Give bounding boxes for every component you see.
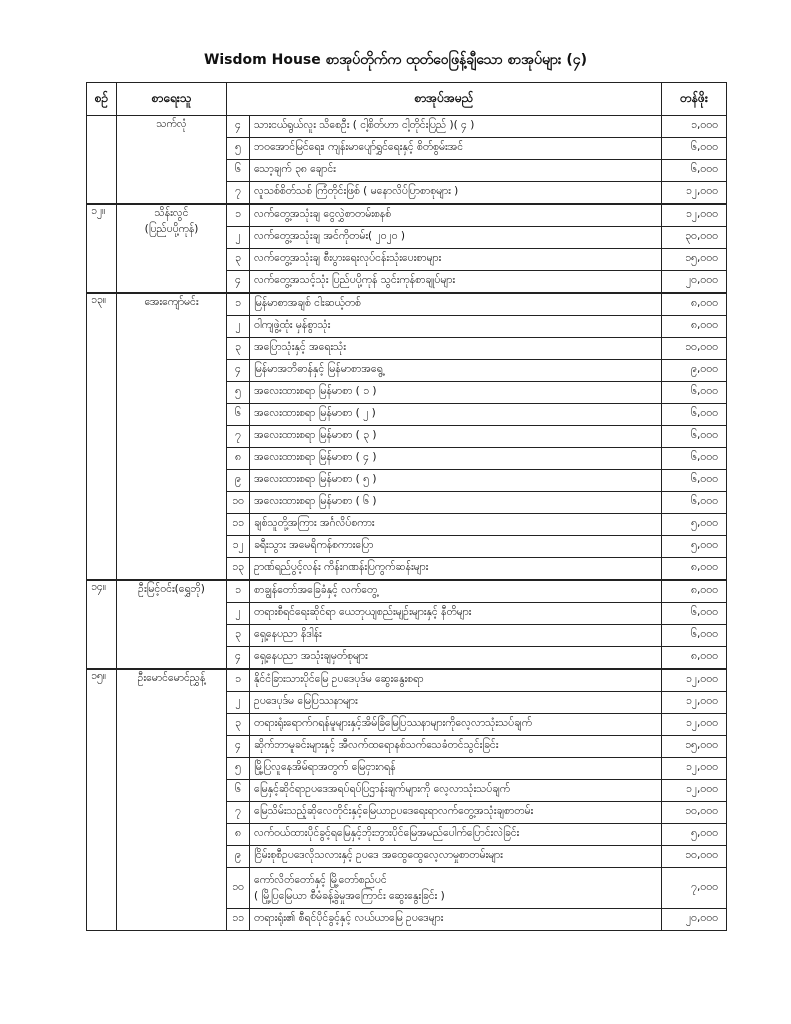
book-title: အလေးထားစရာ မြန်မာစာ ( ၅ ) xyxy=(250,470,662,492)
book-index: ၂ xyxy=(227,316,250,338)
group-number: ၁၂။ xyxy=(87,204,117,293)
book-index: ၂ xyxy=(227,227,250,249)
book-title: လက်ဝယ်ထားပိုင်ခွင့်ရမြေနှင့်ဘိုးဘွားပိုင်မြေအမည်ပေါက်ပြောင်းလဲခြင်း xyxy=(250,824,662,846)
book-index: ၃ xyxy=(227,714,250,736)
book-title: အလေးထားစရာ မြန်မာစာ ( ၁ ) xyxy=(250,382,662,404)
book-price: ၈,၀၀၀ xyxy=(662,316,727,338)
author-name: ဦးမောင်မောင်ညွှန့် xyxy=(117,669,227,931)
book-index: ၂ xyxy=(227,603,250,625)
book-title: မြေနှင့်ဆိုင်ရာဥပဒေအရပ်ရပ်ပြဌာန်းချက်များကို လေ့လာသုံးသပ်ချက် xyxy=(250,780,662,802)
book-title: မြန်မာစာအချစ် ငါးဆယ့်တစ် xyxy=(250,293,662,316)
book-title: လူသစ်စိတ်သစ် ကြံတိုင်းဖြစ် ( မနောလိပ်ပြာစာစုများ ) xyxy=(250,182,662,205)
book-price: ၉,၀၀၀ xyxy=(662,360,727,382)
book-title: မြေသိမ်းသည့်ဆိုလေတိုင်းနှင့်မြေယာဥပဒေရေးရာလက်တွေ့အသုံးချစာတမ်း xyxy=(250,802,662,824)
book-price: ၁၂,၀၀၀ xyxy=(662,692,727,714)
book-index: ၄ xyxy=(227,271,250,294)
book-price: ၆,၀၀၀ xyxy=(662,382,727,404)
book-index: ၃ xyxy=(227,338,250,360)
group-number: ၁၅။ xyxy=(87,669,117,931)
table-body xyxy=(87,116,727,931)
book-price: ၆,၀၀၀ xyxy=(662,470,727,492)
book-index: ၄ xyxy=(227,360,250,382)
book-index: ၅ xyxy=(227,758,250,780)
book-price: ၆,၀၀၀ xyxy=(662,448,727,470)
table-row xyxy=(87,116,727,138)
book-price: ၁၂,၀၀၀ xyxy=(662,780,727,802)
book-index: ၅ xyxy=(227,138,250,160)
book-index: ၇ xyxy=(227,802,250,824)
book-title: တရားရုံး၏ စီရင်ပိုင်ခွင့်နှင့် လယ်ယာမြေ ဥပဒေများ xyxy=(250,909,662,931)
book-price: ၁၅,၀၀၀ xyxy=(662,249,727,271)
book-price: ၁၅,၀၀၀ xyxy=(662,736,727,758)
book-index: ၁၂ xyxy=(227,536,250,558)
author-name: သက်လုံ xyxy=(117,116,227,205)
table-row xyxy=(87,204,727,227)
book-title: ချစ်သူတို့အကြား အင်္ဂလိပ်စကား xyxy=(250,514,662,536)
page-title: Wisdom House စာအုပ်တိုက်က ထုတ်ဝေဖြန့်ချီသော စာအုပ်များ (၄) xyxy=(203,52,588,68)
book-index: ၁၃ xyxy=(227,558,250,581)
book-index: ၅ xyxy=(227,382,250,404)
header-price: တန်ဖိုး xyxy=(662,83,727,116)
book-index: ၈ xyxy=(227,824,250,846)
book-index: ၁၁ xyxy=(227,909,250,931)
book-price: ၃၀,၀၀၀ xyxy=(662,227,727,249)
book-index: ၄ xyxy=(227,116,250,138)
book-index: ၉ xyxy=(227,470,250,492)
group-number: ၁၄။ xyxy=(87,580,117,669)
book-price: ၆,၀၀၀ xyxy=(662,160,727,182)
book-price: ၁၀,၀၀၀ xyxy=(662,338,727,360)
book-index: ၁၁ xyxy=(227,514,250,536)
book-title: ခရီးသွား အမေရိကန်စကားပြော xyxy=(250,536,662,558)
book-index: ၄ xyxy=(227,647,250,670)
book-title: သားငယ်ရွယ်လူး သိစေဦး ( ငါ့စိတ်ဟာ ငါ့တိုင်းပြည် )( ၄ ) xyxy=(250,116,662,138)
table-row xyxy=(87,293,727,316)
book-index: ၈ xyxy=(227,448,250,470)
book-price: ၁၂,၀၀၀ xyxy=(662,204,727,227)
book-index: ၁၀ xyxy=(227,868,250,909)
book-price: ၆,၀၀၀ xyxy=(662,625,727,647)
book-price: ၇,၀၀၀ xyxy=(662,868,727,909)
book-price: ၆,၀၀၀ xyxy=(662,404,727,426)
book-title: လက်တွေ့အသုံးချ ငွေလွှဲစာတမ်းစနစ် xyxy=(250,204,662,227)
book-title: ဆိုက်ဘာမူခင်းများနှင့် အီလက်ထရောနစ်သက်သေခံတင်သွင်းခြင်း xyxy=(250,736,662,758)
book-title: စာချွန်တော်အခြေခံနှင့် လက်တွေ့ xyxy=(250,580,662,603)
book-index: ၂ xyxy=(227,692,250,714)
book-title: အလေးထားစရာ မြန်မာစာ ( ၆ ) xyxy=(250,492,662,514)
book-title: ဘဝအောင်မြင်ရေး၊ ကျန်းမာပျော်ရွှင်ရေးနှင့် စိတ်စွမ်းအင် xyxy=(250,138,662,160)
book-title: တရားရုံးရောက်ဂရန်မူများနှင့်အိမ်ခြံမြေပြဿနာများကိုလေ့လာသုံးသပ်ချက် xyxy=(250,714,662,736)
header-no: စဉ် xyxy=(87,83,117,116)
book-index: ၃ xyxy=(227,249,250,271)
book-price: ၆,၀၀၀ xyxy=(662,138,727,160)
book-title: အလေးထားစရာ မြန်မာစာ ( ၄ ) xyxy=(250,448,662,470)
book-price: ၅,၀၀၀ xyxy=(662,514,727,536)
book-price: ၆,၀၀၀ xyxy=(662,603,727,625)
table-row xyxy=(87,580,727,603)
book-price: ၆,၀၀၀ xyxy=(662,426,727,448)
book-title: ရှေ့နေပညာ နိဒါန်း xyxy=(250,625,662,647)
book-index: ၁ xyxy=(227,293,250,316)
book-title: ကော်လိတ်တော်နှင့် မြို့တော်စည်ပင် ( မြို့ပြမြေယာ စီမံခန့်ခွဲမှုအကြောင်း ဆွေးနွေးခြင်း ) xyxy=(250,868,662,909)
book-index: ၄ xyxy=(227,736,250,758)
book-price: ၈,၀၀၀ xyxy=(662,580,727,603)
book-title: မြို့ပြလူနေအိမ်ရာအတွက် မြေငှားဂရန် xyxy=(250,758,662,780)
book-table xyxy=(86,82,727,931)
book-title: မြန်မာအဘိဓာန်နှင့် မြန်မာစာအရွေ့ xyxy=(250,360,662,382)
table-header-row xyxy=(87,83,727,116)
book-index: ၁ xyxy=(227,204,250,227)
author-name: ဦးမြင့်ဝင်း(ရွှေဘို) xyxy=(117,580,227,669)
book-index: ၇ xyxy=(227,182,250,205)
book-index: ၇ xyxy=(227,426,250,448)
book-price: ၅,၀၀၀ xyxy=(662,536,727,558)
author-name: သိန်းလွင် (ပြည်ပပို့ကုန်) xyxy=(117,204,227,293)
author-name: အေးကျော်မင်း xyxy=(117,293,227,580)
book-price: ၁၂,၀၀၀ xyxy=(662,758,727,780)
book-title: ဥာဏ်ရည်ပွင့်လန်း ကိန်းဂဏန်းပြကွက်ဆန်းများ xyxy=(250,558,662,581)
book-title: အလေးထားစရာ မြန်မာစာ ( ၂ ) xyxy=(250,404,662,426)
header-title: စာအုပ်အမည် xyxy=(227,83,662,116)
book-index: ၆ xyxy=(227,780,250,802)
book-index: ၉ xyxy=(227,846,250,868)
book-price: ၁၂,၀၀၀ xyxy=(662,182,727,205)
header-author: စာရေးသူ xyxy=(117,83,227,116)
book-title: နိုင်ငံခြားသားပိုင်မြေ ဥပဒေပုဒ်မ ဆွေးနွေးစရာ xyxy=(250,669,662,692)
book-price: ၂၀,၀၀၀ xyxy=(662,909,727,931)
book-title: အလေးထားစရာ မြန်မာစာ ( ၃ ) xyxy=(250,426,662,448)
book-price: ၁,၀၀၀ xyxy=(662,116,727,138)
book-index: ၁ xyxy=(227,580,250,603)
book-title: ဥပဒေပုဒ်မ မြေပြဿနာများ xyxy=(250,692,662,714)
book-index: ၃ xyxy=(227,625,250,647)
book-title: ငြိမ်းစုစီဥပဒေလိုသလားနှင့် ဥပဒေ အထွေထွေလေ့လာမှုစာတမ်းများ xyxy=(250,846,662,868)
group-number xyxy=(87,116,117,205)
book-price: ၆,၀၀၀ xyxy=(662,492,727,514)
book-title: လက်တွေ့အသုံးချ အင်ကိုတမ်း( ၂၀၂၀ ) xyxy=(250,227,662,249)
book-index: ၁၀ xyxy=(227,492,250,514)
book-title: လက်တွေ့အသုံးချ စီးပွားရေးလုပ်ငန်းသုံးပေးစာများ xyxy=(250,249,662,271)
group-number: ၁၃။ xyxy=(87,293,117,580)
book-price: ၁၂,၀၀၀ xyxy=(662,669,727,692)
book-index: ၁ xyxy=(227,669,250,692)
book-title: လက်တွေ့အသင့်သုံး ပြည်ပပို့ကုန် သွင်းကုန်စာချုပ်များ xyxy=(250,271,662,294)
book-index: ၆ xyxy=(227,160,250,182)
book-title: ရှေ့နေပညာ အသုံးချမှတ်စုများ xyxy=(250,647,662,670)
book-price: ၅,၀၀၀ xyxy=(662,824,727,846)
book-price: ၁၀,၀၀၀ xyxy=(662,846,727,868)
book-price: ၁၀,၀၀၀ xyxy=(662,802,727,824)
book-price: ၁၂,၀၀၀ xyxy=(662,714,727,736)
book-title: အပြောသုံးနှင့် အရေးသုံး xyxy=(250,338,662,360)
book-index: ၆ xyxy=(227,404,250,426)
book-title: သော့ချက် ၃၈ ချောင်း xyxy=(250,160,662,182)
book-price: ၈,၀၀၀ xyxy=(662,558,727,581)
book-price: ၈,၀၀၀ xyxy=(662,293,727,316)
book-price: ၂၀,၀၀၀ xyxy=(662,271,727,294)
book-price: ၈,၀၀၀ xyxy=(662,647,727,670)
table-row xyxy=(87,669,727,692)
book-title: ဝါကျဖွဲ့ထုံး မှန်စွာသုံး xyxy=(250,316,662,338)
book-title: တရားစီရင်ရေးဆိုင်ရာ ယေဘုယျစည်းမျဉ်းများနှင့် နီတိများ xyxy=(250,603,662,625)
